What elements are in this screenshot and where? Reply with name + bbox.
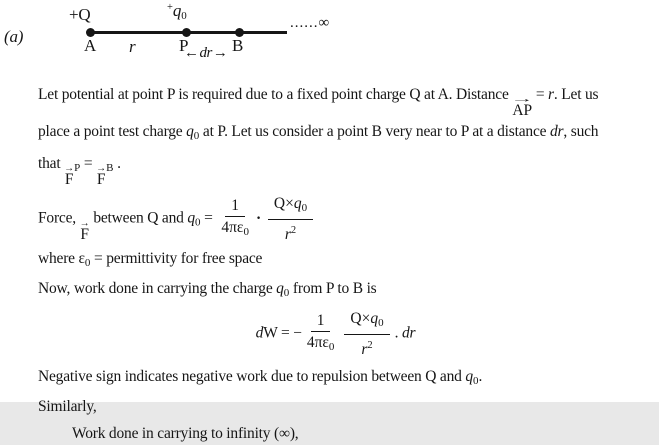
F-subscript-B: B <box>106 162 114 174</box>
AP-symbol: AP <box>512 102 533 119</box>
point-P-label: P <box>179 36 189 55</box>
q-subscript: 0 <box>181 10 187 22</box>
denominator <box>221 217 249 242</box>
vector-arrow-icon: → <box>64 163 75 174</box>
figure-label: (a) <box>4 27 24 46</box>
W-symbol: W <box>263 324 278 342</box>
where-line <box>38 247 659 275</box>
fraction-coulomb-constant <box>307 311 335 357</box>
q-subscript: 0 <box>472 374 479 387</box>
dr-interval-label <box>184 45 227 62</box>
right-arrow-icon: → <box>212 45 228 61</box>
negative-sign-note <box>38 365 659 393</box>
fraction-charges-over-r2 <box>344 309 389 359</box>
equals-minus-sign: = − <box>277 324 302 342</box>
text-line-2 <box>38 119 659 149</box>
body-text: between Q and <box>89 209 188 227</box>
vector-AP <box>512 96 532 119</box>
q-symbol: q <box>186 123 194 140</box>
body-text: . <box>113 155 121 172</box>
q-symbol: q <box>276 279 284 297</box>
q-subscript: 0 <box>193 130 200 142</box>
dr-symbol: dr <box>550 123 564 140</box>
vector-arrow-icon: → <box>79 217 90 229</box>
point-A-label: A <box>84 36 97 55</box>
r-symbol: r <box>548 86 554 103</box>
body-text: = <box>532 86 549 103</box>
vector-F <box>79 217 90 243</box>
multiplication-dot: · <box>255 209 261 227</box>
numerator: 1 <box>225 196 245 217</box>
dr-symbol: dr <box>401 324 416 342</box>
q-subscript: 0 <box>301 202 308 214</box>
plus-sign: + <box>167 2 173 13</box>
epsilon-subscript: 0 <box>328 340 335 353</box>
epsilon-subscript: 0 <box>84 256 91 269</box>
body-text: Negative sign indicates negative work due to repulsion between Q and <box>38 367 466 385</box>
charge-line-diagram <box>0 0 659 66</box>
q-subscript: 0 <box>194 216 201 229</box>
numerator: 1 <box>311 311 331 332</box>
denominator <box>285 220 296 244</box>
body-text: from P to B is <box>289 279 377 297</box>
test-charge-q0-label <box>167 1 187 22</box>
equals-sign: = <box>80 155 97 172</box>
work-to-infinity-line: Work done in carrying to infinity (∞), <box>72 424 299 442</box>
F-symbol: F <box>96 171 106 188</box>
four-pi-epsilon: 4πε <box>306 333 329 351</box>
denominator <box>361 335 372 359</box>
vector-arrow-icon: → <box>510 94 534 105</box>
body-text: . Let us <box>553 86 599 103</box>
F-symbol: F <box>80 225 89 243</box>
q-subscript: 0 <box>283 286 290 299</box>
F-symbol: F <box>64 171 74 188</box>
epsilon-subscript: 0 <box>243 226 249 238</box>
numerator <box>344 309 389 335</box>
infinity-label: ......∞ <box>290 15 331 31</box>
Q-times: Q× <box>350 309 371 327</box>
work-differential-equation <box>0 309 659 359</box>
denominator <box>307 332 335 357</box>
d-symbol: d <box>255 324 264 342</box>
q-symbol: q <box>187 209 195 227</box>
Q-times: Q× <box>273 195 294 212</box>
text-line-3 <box>38 149 659 188</box>
q-symbol: q <box>465 367 473 385</box>
fraction-charges-over-r2 <box>268 194 313 244</box>
r-exponent: 2 <box>290 225 297 236</box>
force-equation <box>38 194 659 245</box>
r-symbol: r <box>361 340 368 358</box>
r-symbol: r <box>284 226 291 243</box>
dr-symbol: dr <box>199 45 212 61</box>
four-pi-epsilon: 4πε <box>221 219 244 236</box>
body-text: , such <box>563 123 599 140</box>
q-subscript: 0 <box>378 316 384 329</box>
q-symbol: q <box>370 309 379 327</box>
body-text: . <box>478 367 483 385</box>
equals-sign: = <box>200 209 217 227</box>
charge-Q-label: +Q <box>69 5 91 24</box>
similarly-line: Similarly, <box>38 397 97 415</box>
dot-operator: . <box>394 324 402 342</box>
q-symbol: q <box>172 1 182 20</box>
vector-FP <box>64 165 74 188</box>
body-text: Now, work done in carrying the charge <box>38 279 277 297</box>
distance-r-label: r <box>129 37 136 56</box>
left-arrow-icon: ← <box>184 45 199 61</box>
point-B-label: B <box>232 36 244 55</box>
r-exponent: 2 <box>367 339 373 351</box>
fraction-coulomb-constant <box>221 196 249 242</box>
text-line-1 <box>38 82 659 119</box>
body-text: at P. Let us consider a point B very near to P at a distance <box>199 123 550 140</box>
epsilon-symbol: ε <box>78 249 85 267</box>
F-subscript-P: P <box>74 162 81 174</box>
body-text: that <box>38 155 65 172</box>
body-text: = permittivity for free space <box>90 249 263 267</box>
now-line <box>38 277 659 305</box>
body-text: Force, <box>38 209 80 227</box>
q-symbol: q <box>293 195 302 212</box>
vector-FB <box>96 165 106 188</box>
numerator <box>268 194 313 220</box>
vector-arrow-icon: → <box>96 163 107 174</box>
body-text: Let potential at point P is required due to a fixed point charge Q at A. Distance <box>38 86 513 103</box>
body-text: place a point test charge <box>38 123 187 140</box>
body-text: where <box>38 249 79 267</box>
